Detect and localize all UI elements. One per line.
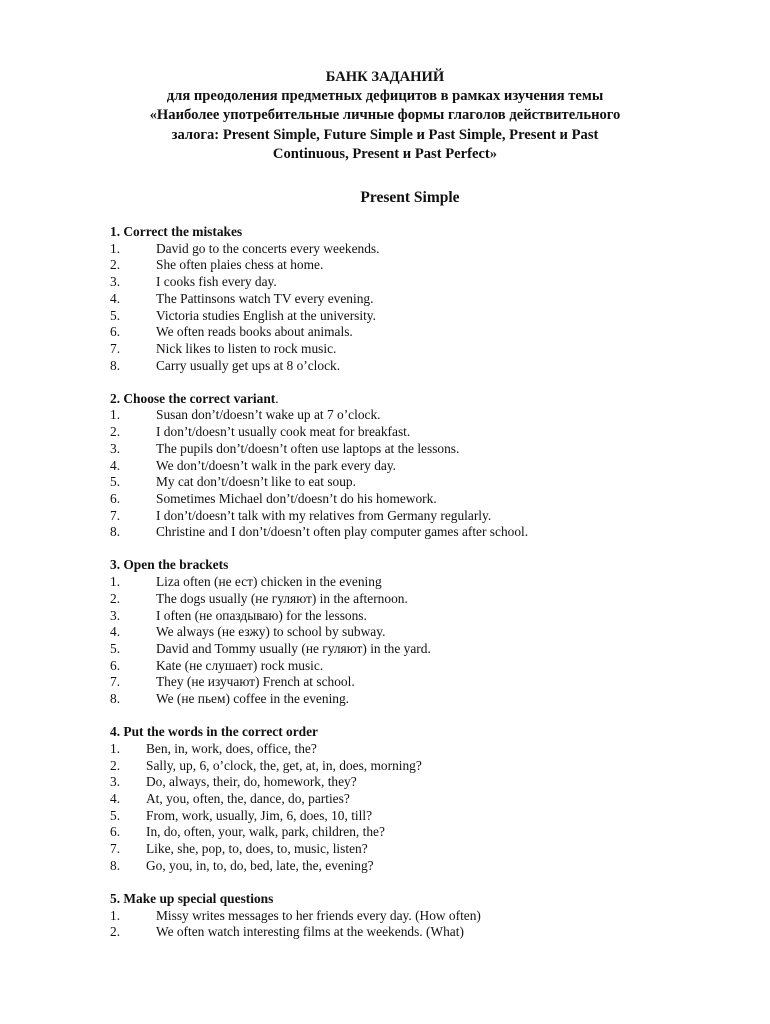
- item-number: 2.: [110, 757, 121, 773]
- item-number: 5.: [110, 474, 121, 490]
- task-title: [110, 224, 750, 241]
- list-item: [110, 508, 750, 525]
- item-text: Ben, in, work, does, office, the?: [146, 740, 317, 756]
- tasks-list: [110, 224, 750, 957]
- list-item: [110, 758, 750, 775]
- item-number: 7.: [110, 841, 121, 857]
- list-item: [110, 474, 750, 491]
- item-number: 2.: [110, 424, 121, 440]
- list-item: [110, 658, 750, 675]
- item-text: Liza often (не ест) chicken in the evening: [156, 574, 382, 590]
- item-text: The Pattinsons watch TV every evening.: [156, 290, 374, 306]
- item-number: 2.: [110, 257, 121, 273]
- list-item: [110, 257, 750, 274]
- item-number: 7.: [110, 340, 121, 356]
- item-text: Christine and I don’t/doesn’t often play computer games after school.: [156, 524, 529, 540]
- list-item: [110, 574, 750, 591]
- item-number: 1.: [110, 740, 121, 756]
- item-number: 8.: [110, 691, 121, 707]
- task-title: [110, 891, 750, 908]
- list-item: [110, 774, 750, 791]
- task-title-text: 1. Correct the mistakes: [110, 224, 243, 239]
- item-number: 4.: [110, 790, 121, 806]
- list-item: [110, 274, 750, 291]
- item-number: 1.: [110, 574, 121, 590]
- item-text: Sally, up, 6, o’clock, the, get, at, in, does, morning?: [146, 757, 422, 773]
- item-number: 3.: [110, 440, 121, 456]
- item-number: 1.: [110, 240, 121, 256]
- task-title-text: 4. Put the words in the correct order: [110, 724, 318, 740]
- task-title-text: 2. Choose the correct variant: [110, 390, 276, 406]
- item-text: I don’t/doesn’t usually cook meat for breakfast.: [156, 424, 411, 440]
- list-item: [110, 324, 750, 341]
- bank-subtitle: для преодоления предметных дефицитов в рамках изучения темы: [166, 88, 604, 104]
- item-number: 4.: [110, 624, 121, 640]
- item-text: Kate (не слушает) rock music.: [156, 657, 324, 673]
- item-number: 8.: [110, 857, 121, 873]
- item-number: 4.: [110, 457, 121, 473]
- list-item: [110, 524, 750, 541]
- list-item: [110, 641, 750, 658]
- topic-line: Continuous, Present и Past Perfect»: [272, 146, 498, 162]
- list-item: [110, 791, 750, 808]
- list-item: [110, 441, 750, 458]
- item-number: 6.: [110, 824, 121, 840]
- document-header: [0, 68, 770, 165]
- task-title: [110, 391, 750, 408]
- item-text: Missy writes messages to her friends every day. (How often): [156, 907, 481, 923]
- list-item: [110, 291, 750, 308]
- list-item: [110, 808, 750, 825]
- bank-title: БАНК ЗАДАНИЙ: [325, 69, 445, 85]
- task-3: [110, 557, 750, 707]
- item-number: 3.: [110, 607, 121, 623]
- item-text: Sometimes Michael don’t/doesn’t do his homework.: [156, 490, 437, 506]
- item-text: At, you, often, the, dance, do, parties?: [146, 790, 350, 806]
- item-number: 4.: [110, 290, 121, 306]
- task-title: [110, 557, 750, 574]
- item-text: We often watch interesting films at the weekends. (What): [156, 924, 464, 940]
- list-item: [110, 824, 750, 841]
- item-number: 1.: [110, 907, 121, 923]
- item-number: 1.: [110, 407, 121, 423]
- list-item: [110, 308, 750, 325]
- item-text: Victoria studies English at the university.: [156, 307, 376, 323]
- item-number: 7.: [110, 507, 121, 523]
- item-number: 3.: [110, 274, 121, 290]
- item-text: Do, always, their, do, homework, they?: [146, 774, 357, 790]
- item-number: 6.: [110, 657, 121, 673]
- topic-line: залога: Present Simple, Future Simple и Past Simple, Present и Past: [171, 126, 599, 143]
- item-number: 8.: [110, 357, 121, 373]
- task-title-text: 5. Make up special questions: [110, 890, 274, 906]
- list-item: [110, 407, 750, 424]
- task-title-tail: .: [275, 390, 279, 406]
- item-text: My cat don’t/doesn’t like to eat soup.: [156, 474, 356, 490]
- list-item: [110, 424, 750, 441]
- item-number: 5.: [110, 307, 121, 323]
- item-text: Carry usually get ups at 8 o’clock.: [156, 357, 341, 373]
- list-item: [110, 591, 750, 608]
- list-item: [110, 841, 750, 858]
- item-text: I often (не опаздываю) for the lessons.: [156, 607, 367, 623]
- item-text: We often reads books about animals.: [156, 324, 353, 340]
- section-title: Present Simple: [360, 189, 460, 206]
- item-number: 6.: [110, 324, 121, 340]
- task-5: [110, 891, 750, 941]
- list-item: [110, 341, 750, 358]
- task-1: [110, 224, 750, 374]
- task-2: [110, 391, 750, 541]
- list-item: [110, 858, 750, 875]
- list-item: [110, 691, 750, 708]
- item-text: We always (не езжу) to school by subway.: [156, 624, 386, 640]
- item-text: They (не изучают) French at school.: [156, 674, 355, 690]
- item-number: 6.: [110, 490, 121, 506]
- list-item: [110, 491, 750, 508]
- item-number: 8.: [110, 524, 121, 540]
- list-item: [110, 624, 750, 641]
- item-text: The dogs usually (не гуляют) in the afternoon.: [156, 590, 408, 606]
- item-text: Susan don’t/doesn’t wake up at 7 o’clock.: [156, 407, 381, 423]
- list-item: [110, 741, 750, 758]
- list-item: [110, 674, 750, 691]
- item-number: 2.: [110, 924, 121, 940]
- task-4: [110, 724, 750, 874]
- list-item: [110, 458, 750, 475]
- task-title-text: 3. Open the brackets: [110, 557, 229, 573]
- list-item: [110, 608, 750, 625]
- item-number: 2.: [110, 590, 121, 606]
- list-item: [110, 358, 750, 375]
- topic-title: [0, 106, 770, 165]
- task-title: [110, 724, 750, 741]
- item-number: 5.: [110, 640, 121, 656]
- item-text: Nick likes to listen to rock music.: [156, 340, 337, 356]
- item-text: I cooks fish every day.: [156, 274, 277, 290]
- item-text: David and Tommy usually (не гуляют) in the yard.: [156, 640, 431, 656]
- item-text: Go, you, in, to, do, bed, late, the, evening?: [146, 857, 374, 873]
- list-item: [110, 924, 750, 941]
- topic-line: «Наиболее употребительные личные формы глаголов действительного: [149, 107, 621, 123]
- item-text: David go to the concerts every weekends.: [156, 240, 380, 256]
- item-text: The pupils don’t/doesn’t often use laptops at the lessons.: [156, 440, 460, 456]
- item-text: From, work, usually, Jim, 6, does, 10, till?: [146, 807, 373, 823]
- item-text: She often plaies chess at home.: [156, 257, 324, 273]
- list-item: [110, 241, 750, 258]
- item-text: We don’t/doesn’t walk in the park every day.: [156, 457, 397, 473]
- item-number: 5.: [110, 807, 121, 823]
- item-number: 3.: [110, 774, 121, 790]
- item-text: In, do, often, your, walk, park, children, the?: [146, 824, 385, 840]
- item-text: Like, she, pop, to, does, to, music, listen?: [146, 841, 368, 857]
- item-number: 7.: [110, 674, 121, 690]
- list-item: [110, 908, 750, 925]
- item-text: I don’t/doesn’t talk with my relatives from Germany regularly.: [156, 507, 492, 523]
- item-text: We (не пьем) coffee in the evening.: [156, 691, 350, 707]
